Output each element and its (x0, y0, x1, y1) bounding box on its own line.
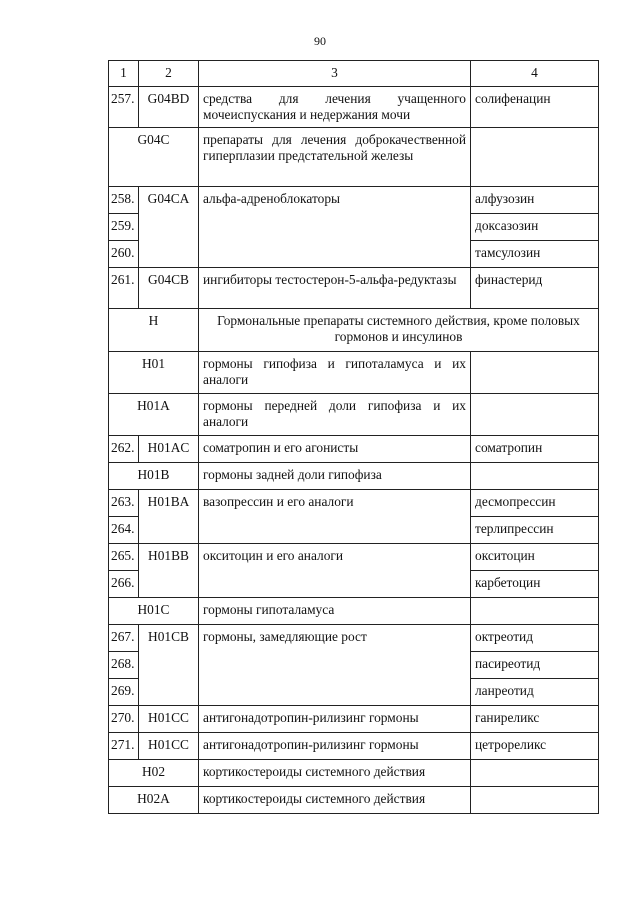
drug-name: окситоцин (471, 544, 599, 571)
drug-name: солифенацин (471, 87, 599, 128)
drug-name: терлипрессин (471, 517, 599, 544)
atc-code: G04BD (139, 87, 199, 128)
drug-name (471, 760, 599, 787)
header-col-4: 4 (471, 61, 599, 87)
group-description: кортикостероиды системного действия (199, 760, 471, 787)
table-row (109, 706, 599, 733)
atc-code: H01 (109, 352, 199, 394)
drug-name: октреотид (471, 625, 599, 652)
drug-name: пасиреотид (471, 652, 599, 679)
group-description: окситоцин и его аналоги (199, 544, 471, 598)
drug-name: алфузозин (471, 187, 599, 214)
drug-name: тамсулозин (471, 241, 599, 268)
row-number: 257. (109, 87, 139, 128)
row-number: 263. (109, 490, 139, 517)
group-description: антигонадотропин-рилизинг гормоны (199, 733, 471, 760)
atc-code: H01BB (139, 544, 199, 598)
drug-name: финастерид (471, 268, 599, 309)
table-row (109, 352, 599, 394)
atc-code: H01CC (139, 733, 199, 760)
group-description: соматропин и его агонисты (199, 436, 471, 463)
atc-code: H01C (109, 598, 199, 625)
atc-code: H01BA (139, 490, 199, 544)
drug-name (471, 394, 599, 436)
group-description: гормоны передней доли гипофиза и их аналоги (199, 394, 471, 436)
row-number: 261. (109, 268, 139, 309)
group-description: гормоны задней доли гипофиза (199, 463, 471, 490)
table-row (109, 187, 599, 214)
atc-code: H02A (109, 787, 199, 814)
drug-name: десмопрессин (471, 490, 599, 517)
table-row (109, 128, 599, 187)
table-row (109, 394, 599, 436)
drug-name: цетрореликс (471, 733, 599, 760)
drug-name: доксазозин (471, 214, 599, 241)
group-description: альфа-адреноблокаторы (199, 187, 471, 268)
table-header-row (109, 61, 599, 87)
table-row (109, 598, 599, 625)
table-row (109, 733, 599, 760)
row-number: 260. (109, 241, 139, 268)
group-description: ингибиторы тестостерон-5-альфа-редуктазы (199, 268, 471, 309)
atc-code: H01A (109, 394, 199, 436)
drug-name: ганиреликс (471, 706, 599, 733)
row-number: 259. (109, 214, 139, 241)
atc-code: G04C (109, 128, 199, 187)
table-row (109, 760, 599, 787)
drug-name: карбетоцин (471, 571, 599, 598)
row-number: 265. (109, 544, 139, 571)
atc-code: H01AC (139, 436, 199, 463)
page-number: 90 (314, 34, 326, 48)
group-description: гормоны гипоталамуса (199, 598, 471, 625)
table-row (109, 544, 599, 571)
drug-name: соматропин (471, 436, 599, 463)
drug-name (471, 598, 599, 625)
table-row (109, 463, 599, 490)
group-description: гормоны, замедляющие рост (199, 625, 471, 706)
group-description: гормоны гипофиза и гипоталамуса и их аналоги (199, 352, 471, 394)
table-row (109, 436, 599, 463)
group-description: кортикостероиды системного действия (199, 787, 471, 814)
row-number: 262. (109, 436, 139, 463)
atc-code: H01CB (139, 625, 199, 706)
table-row (109, 309, 599, 352)
group-description: антигонадотропин-рилизинг гормоны (199, 706, 471, 733)
header-col-3: 3 (199, 61, 471, 87)
atc-code: H02 (109, 760, 199, 787)
table-row (109, 787, 599, 814)
row-number: 268. (109, 652, 139, 679)
row-number: 271. (109, 733, 139, 760)
atc-code: G04CA (139, 187, 199, 268)
drug-name (471, 128, 599, 187)
drug-name: ланреотид (471, 679, 599, 706)
atc-code: H01CC (139, 706, 199, 733)
atc-code: H01B (109, 463, 199, 490)
group-description: средства для лечения учащенного мочеиспускания и недержания мочи (199, 87, 471, 128)
table-row (109, 268, 599, 309)
group-description: Гормональные препараты системного действия, кроме половых гормонов и инсулинов (199, 309, 599, 352)
drug-name (471, 787, 599, 814)
row-number: 266. (109, 571, 139, 598)
group-description: препараты для лечения доброкачественной гиперплазии предстательной железы (199, 128, 471, 187)
drug-name (471, 352, 599, 394)
atc-drug-table (108, 60, 599, 814)
drug-name (471, 463, 599, 490)
header-col-1: 1 (109, 61, 139, 87)
table-row (109, 87, 599, 128)
atc-code: H (109, 309, 199, 352)
row-number: 258. (109, 187, 139, 214)
row-number: 267. (109, 625, 139, 652)
table-row (109, 490, 599, 517)
row-number: 269. (109, 679, 139, 706)
row-number: 264. (109, 517, 139, 544)
group-description: вазопрессин и его аналоги (199, 490, 471, 544)
header-col-2: 2 (139, 61, 199, 87)
row-number: 270. (109, 706, 139, 733)
atc-code: G04CB (139, 268, 199, 309)
table-row (109, 625, 599, 652)
